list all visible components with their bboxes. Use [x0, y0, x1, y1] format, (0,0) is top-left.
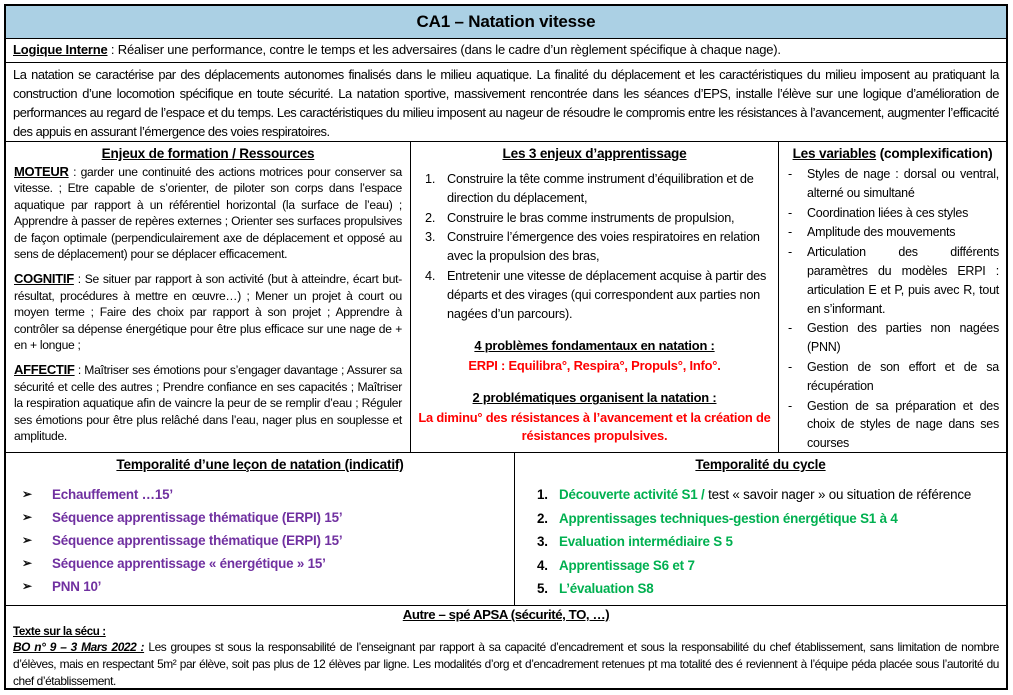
- enjeux-formation-cell: [6, 142, 411, 452]
- dash-bullet-icon: -: [788, 321, 792, 336]
- problematiques-heading: 2 problématiques organisent la natation :: [472, 390, 717, 406]
- affectif-paragraph: AFFECTIF : Maîtriser ses émotions pour s’engager davantage ; Assurer sa sécurité et celle des autres ; Prendre confiance en ses capacités ; Maîtriser la respiration aquatique afin de vaincre la peur de se remplir d’eau ; Réguler ses émotions pour être plus relâché dans l’eau, nager plus en souplesse et amplitude.: [14, 362, 402, 444]
- variables-cell: [779, 142, 1006, 452]
- logique-interne-label: Logique Interne: [13, 42, 108, 57]
- list-item: 1. Construire la tête comme instrument d’équilibration et de direction du déplacement,: [425, 172, 754, 205]
- affectif-label: AFFECTIF: [14, 362, 75, 378]
- list-item: 2. Apprentissages techniques-gestion énergétique S1 à 4: [537, 510, 898, 526]
- title-bar: [6, 6, 1006, 39]
- arrow-bullet-icon: ➢: [22, 533, 32, 547]
- problemes-heading: 4 problèmes fondamentaux en natation :: [474, 338, 715, 354]
- list-item: - Gestion des parties non nagées (PNN): [788, 321, 999, 355]
- bo-text: Les groupes st sous la responsabilité de l’enseignant par rapport à sa capacité d’encadrement et sous la responsabilité du chef établissement, sans limitation de nombre d’élèves, mais en respectant 5m² par élève, soit pas plus de 12 élèves par ligne. Les modalités d’org et d’encadrement retenues pt ma totalité des é reviennent à l’équipe péda placée sous l’autorité du chef d’établissement.: [13, 640, 999, 688]
- list-item: 3. Construire l’émergence des voies respiratoires en relation avec la propulsion des bras,: [425, 230, 760, 264]
- dash-bullet-icon: -: [788, 359, 792, 374]
- list-item: - Gestion de sa préparation et des choix de styles de nage dans ses courses: [788, 398, 999, 451]
- cycle-list: [523, 483, 998, 601]
- lecon-heading: Temporalité d’une leçon de natation (indicatif): [116, 457, 404, 472]
- list-item: 4. Apprentissage S6 et 7: [537, 557, 695, 573]
- lecon-cell: [6, 453, 515, 605]
- list-item: ➢ Echauffement …15’: [14, 483, 506, 506]
- lecon-list: [14, 483, 506, 598]
- apprentissage-cell: [411, 142, 779, 452]
- arrow-bullet-icon: ➢: [22, 487, 32, 501]
- apprentissage-heading: Les 3 enjeux d’apprentissage: [502, 146, 687, 161]
- cycle-cell: [515, 453, 1006, 605]
- two-column-section: [6, 453, 1006, 606]
- moteur-label: MOTEUR: [14, 164, 69, 179]
- list-item: 5. L’évaluation S8: [537, 581, 654, 596]
- list-item: 4. Entretenir une vitesse de déplacement acquise à partir des départs et des virages (qui correspondent aux parties non nagées d’un parcours).: [425, 268, 767, 321]
- three-column-section: [6, 142, 1006, 453]
- bo-label: BO n° 9 – 3 Mars 2022 :: [13, 640, 145, 654]
- variables-heading: Les variables (complexification): [792, 146, 993, 161]
- list-item: - Amplitude des mouvements: [786, 223, 999, 242]
- moteur-paragraph: MOTEUR : garder une continuité des actions motrices pour conserver sa vitesse. ; Etre capable de s’orienter, de piloter son corps dans l’espace aquatique par rapport à un référentiel horizontal (la surface de l’eau) ; Apprendre à passer de repères externes ; Orienter ses surfaces propulsives de façon optimale (perpendiculairement axe de déplacement et opposé au sens de déplacement) pour se déplacer efficacement.: [14, 164, 402, 262]
- autre-cell: [6, 606, 1006, 690]
- list-item: ➢ Séquence apprentissage « énergétique » 15’: [14, 552, 506, 575]
- list-item: 3. Evaluation intermédiaire S 5: [537, 534, 733, 549]
- cognitif-paragraph: COGNITIF : Se situer par rapport à son activité (but à atteindre, écart but-résultat, procédures à mettre en œuvre…) ; Mener un projet à court ou moyen terme ; Faire des choix par rapport à son projet ; Apprendre à contrôler sa dépense énergétique pour être plus efficace sur une nage de + en + longue ;: [14, 271, 402, 353]
- page-title: CA1 – Natation vitesse: [416, 12, 596, 31]
- dash-bullet-icon: -: [788, 167, 792, 181]
- problemes-text: ERPI : Equilibra°, Respira°, Propuls°, Info°.: [468, 357, 721, 373]
- list-item: 1. Découverte activité S1 / test « savoir nager » ou situation de référence: [537, 487, 972, 502]
- list-item: - Styles de nage : dorsal ou ventral, alterné ou simultané: [788, 167, 999, 200]
- cycle-heading: Temporalité du cycle: [695, 457, 826, 472]
- logique-interne-text: : Réaliser une performance, contre le temps et les adversaires (dans le cadre d’un règlement spécifique à chaque nage).: [107, 42, 781, 57]
- arrow-bullet-icon: ➢: [22, 510, 32, 524]
- variables-list: [786, 165, 999, 452]
- logique-interne-row: [6, 39, 1006, 63]
- bo-paragraph: [13, 639, 999, 690]
- cognitif-label: COGNITIF: [14, 271, 74, 287]
- arrow-bullet-icon: ➢: [22, 556, 32, 570]
- apprentissage-list: [417, 170, 772, 323]
- dash-bullet-icon: -: [788, 245, 792, 260]
- enjeux-formation-heading: Enjeux de formation / Ressources: [101, 146, 315, 161]
- secu-label: Texte sur la sécu :: [13, 625, 106, 638]
- list-item: ➢ Séquence apprentissage thématique (ERPI) 15’: [14, 506, 506, 529]
- list-item: - Articulation des différents paramètres du modèles ERPI : articulation E et P, puis avec R, tout en s’informant.: [788, 245, 999, 316]
- list-item: - Gestion de son effort et de sa récupération: [788, 359, 999, 393]
- list-item: - Coordination liées à ces styles: [786, 204, 999, 223]
- dash-bullet-icon: -: [788, 225, 792, 240]
- dash-bullet-icon: -: [788, 398, 792, 413]
- list-item: 2. Construire le bras comme instruments de propulsion,: [425, 210, 735, 225]
- document-table: [4, 4, 1008, 690]
- list-item: ➢ Séquence apprentissage thématique (ERPI) 15’: [14, 529, 506, 552]
- dash-bullet-icon: -: [788, 205, 792, 220]
- intro-paragraph: La natation se caractérise par des déplacements autonomes finalisés dans le milieu aquatique. La finalité du déplacement et les caractéristiques du milieu imposent au pratiquant la construction d’une locomotion spécifique en toute sécurité. La natation sportive, massivement rencontrée dans les séances d’EPS, installe l’élève sur une logique d’amélioration de performances au regard de l’espace et du temps. Les caractéristiques du milieu imposent au nageur de résoudre le compromis entre les résistances à l’avancement, augmenter l’efficacité des appuis en assurant l’émergence des voies respiratoires.: [6, 63, 1006, 142]
- arrow-bullet-icon: ➢: [22, 579, 32, 593]
- list-item: ➢ PNN 10’: [14, 575, 506, 598]
- problematiques-text: La diminu° des résistances à l’avancement et la création de résistances propulsives.: [418, 409, 771, 444]
- autre-heading: Autre – spé APSA (sécurité, TO, …): [402, 607, 610, 622]
